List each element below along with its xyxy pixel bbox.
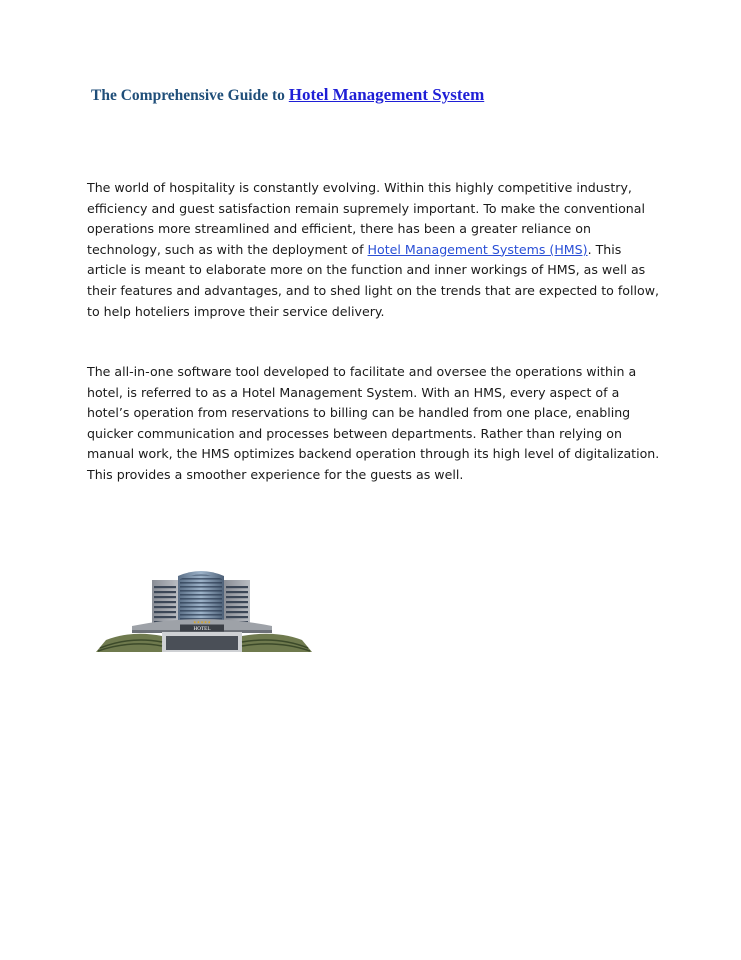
text-line: to help hoteliers improve their service delivery. xyxy=(87,303,385,319)
hotel-sign-text: HOTEL xyxy=(193,626,211,632)
page-title xyxy=(91,85,484,105)
hotel-building-illustration xyxy=(96,566,312,654)
text-segment: technology, such as with the deployment of xyxy=(87,241,368,257)
text-line: efficiency and guest satisfaction remain supremely important. To make the conventional xyxy=(87,200,646,216)
title-prefix: The Comprehensive Guide to xyxy=(91,87,285,104)
text-line: operations more streamlined and efficient, there has been a greater reliance on xyxy=(87,221,591,237)
text-line: article is meant to elaborate more on the function and inner workings of HMS, as well as xyxy=(87,262,646,278)
hms-definition-paragraph xyxy=(87,362,660,486)
title-link[interactable]: Hotel Management System xyxy=(288,85,485,104)
text-line: This provides a smoother experience for the guests as well. xyxy=(87,466,464,482)
text-line: hotel, is referred to as a Hotel Management System. With an HMS, every aspect of a xyxy=(87,384,620,400)
text-segment: . This xyxy=(587,241,622,257)
text-line: The world of hospitality is constantly evolving. Within this highly competitive industry, xyxy=(87,180,632,195)
text-line-with-link xyxy=(87,240,657,261)
hms-link[interactable]: Hotel Management Systems (HMS) xyxy=(367,241,588,257)
intro-paragraph xyxy=(87,178,660,322)
text-line: quicker communication and processes between departments. Rather than relying on xyxy=(87,425,622,441)
text-line: their features and advantages, and to shed light on the trends that are expected to follow, xyxy=(87,282,660,298)
text-line: manual work, the HMS optimizes backend operation through its high level of digitalization. xyxy=(87,446,660,462)
hotel-stars: ★★★★★ xyxy=(193,619,211,625)
text-line: The all-in-one software tool developed to facilitate and oversee the operations within a xyxy=(87,364,637,379)
text-line: hotel’s operation from reservations to billing can be handled from one place, enabling xyxy=(87,405,631,421)
